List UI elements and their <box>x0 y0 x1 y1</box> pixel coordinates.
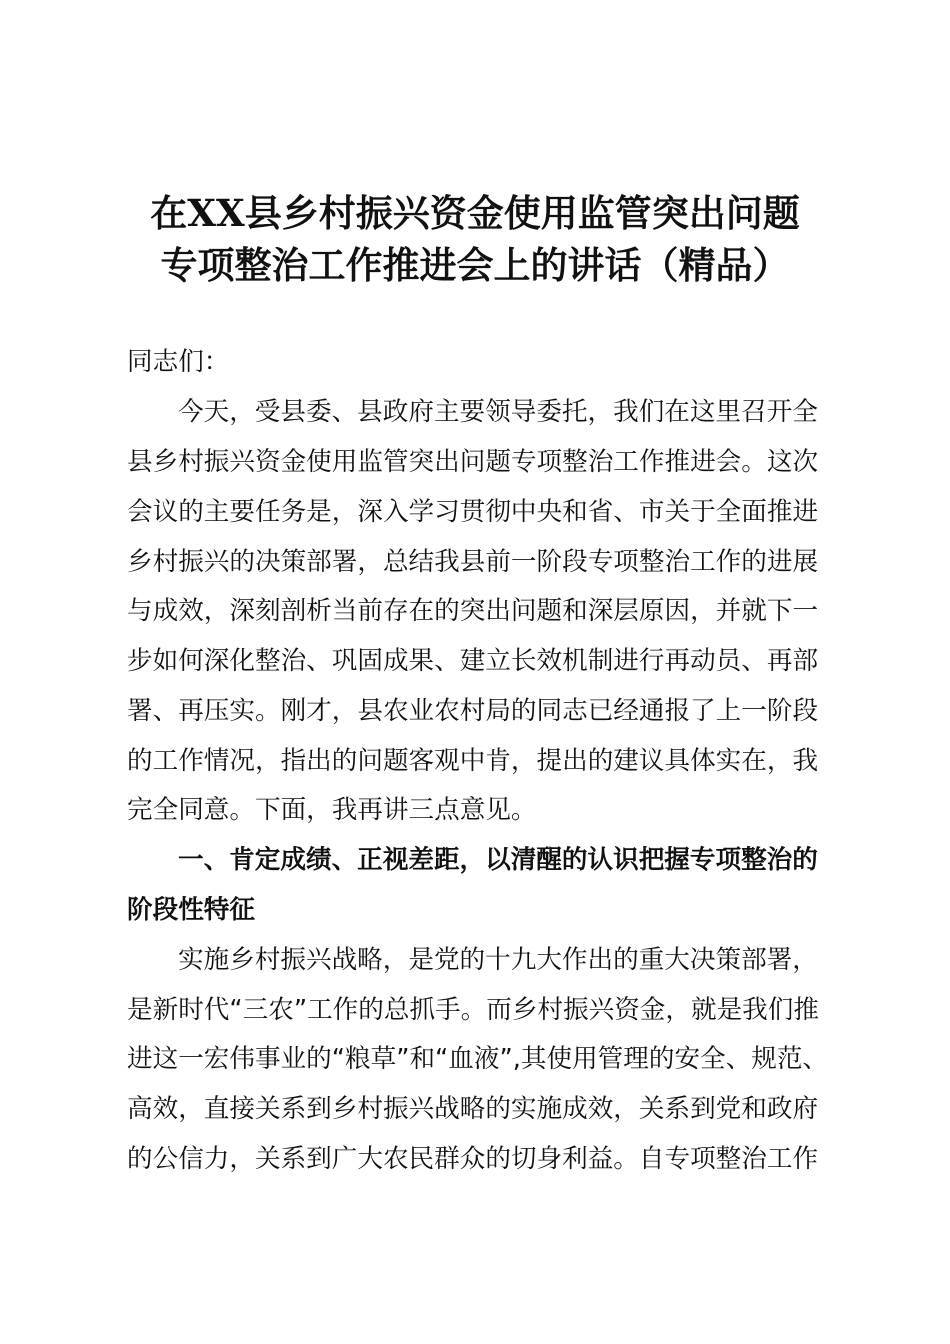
paragraph-line: 乡村振兴的决策部署，总结我县前一阶段专项整治工作的进展 <box>127 547 819 577</box>
paragraph-line: 实施乡村振兴战略，是党的十九大作出的重大决策部署， <box>178 945 818 975</box>
section-heading-line: 一、肯定成绩、正视差距，以清醒的认识把握专项整治的 <box>178 845 818 875</box>
paragraph-line: 的公信力，关系到广大农民群众的切身利益。自专项整治工作 <box>127 1144 819 1174</box>
section-heading-line: 阶段性特征 <box>127 895 255 925</box>
paragraph-line: 县乡村振兴资金使用监管突出问题专项整治工作推进会。这次 <box>127 447 819 477</box>
paragraph-line: 是新时代“三农”工作的总抓手。而乡村振兴资金，就是我们推 <box>127 995 819 1025</box>
document-title-line-2: 专项整治工作推进会上的讲话（精品） <box>160 243 790 287</box>
paragraph-line: 与成效，深刻剖析当前存在的突出问题和深层原因，并就下一 <box>127 596 819 626</box>
document-title-line-1: 在XX县乡村振兴资金使用监管突出问题 <box>150 191 800 235</box>
salutation: 同志们： <box>127 347 230 377</box>
paragraph-line: 步如何深化整治、巩固成果、建立长效机制进行再动员、再部 <box>127 646 819 676</box>
paragraph-line: 署、再压实。刚才，县农业农村局的同志已经通报了上一阶段 <box>127 696 819 726</box>
paragraph-line: 的工作情况，指出的问题客观中肯，提出的建议具体实在，我 <box>127 746 819 776</box>
paragraph-line: 完全同意。下面，我再讲三点意见。 <box>127 795 537 825</box>
paragraph-line: 进这一宏伟事业的“粮草”和“血液”,其使用管理的安全、规范、 <box>127 1044 829 1074</box>
paragraph-line: 高效，直接关系到乡村振兴战略的实施成效，关系到党和政府 <box>127 1094 819 1124</box>
paragraph-line: 会议的主要任务是，深入学习贯彻中央和省、市关于全面推进 <box>127 497 819 527</box>
paragraph-line: 今天，受县委、县政府主要领导委托，我们在这里召开全 <box>178 397 818 427</box>
